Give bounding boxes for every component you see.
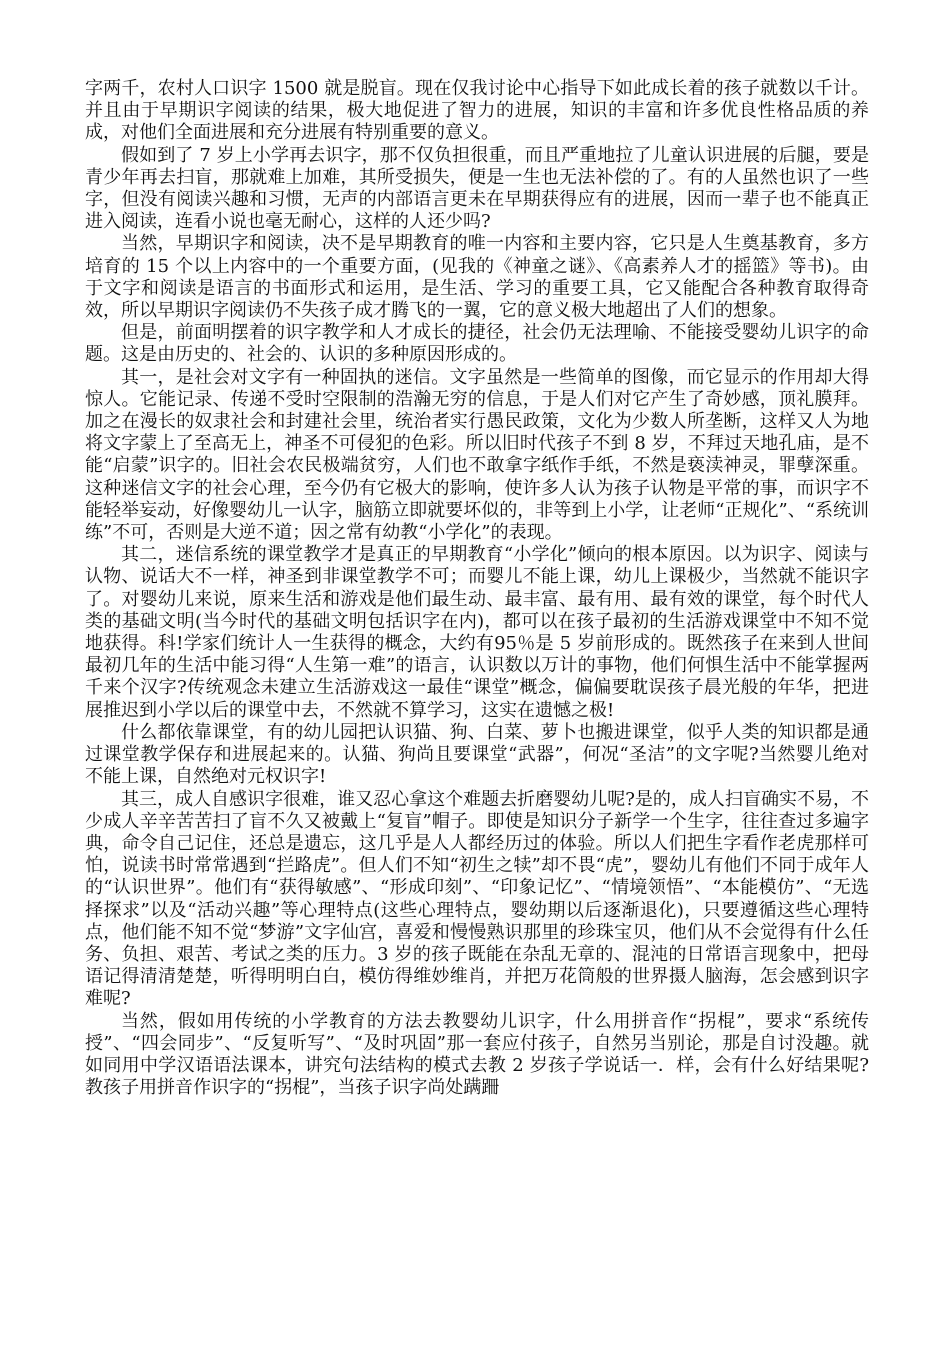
paragraph-7: 什么都依靠课堂，有的幼儿园把认识猫、狗、白菜、萝卜也搬进课堂，似乎人类的知识都是通过课堂教学保存和进展起来的。认猫、狗尚且要课堂“武器”，何况“圣洁”的文字呢?当然婴儿绝对不能上课，自然绝对元权识字!	[85, 721, 869, 788]
paragraph-5: 其一，是社会对文字有一种固执的迷信。文字虽然是一些简单的图像，而它显示的作用却大得惊人。它能记录、传递不受时空限制的浩瀚无穷的信息，于是人们对它产生了奇妙感，顶礼膜拜。加之在漫长的奴隶社会和封建社会里，统治者实行愚民政策，文化为少数人所垄断，这样又人为地将文字蒙上了至高无上，神圣不可侵犯的色彩。所以旧时代孩子不到 8 岁，不拜过天地孔庙，是不能“启蒙”识字的。旧社会农民极端贫穷，人们也不敢拿字纸作手纸，不然是亵渎神灵，罪孽深重。这种迷信文字的社会心理，至今仍有它极大的影响，使许多人认为孩子认物是平常的事，而识字不能轻举妄动，好像婴幼儿一认字，脑筋立即就要坏似的，非等到上小学，让老师“正规化”、“系统训练”不可，否则是大逆不道；因之常有幼教“小学化”的表现。	[85, 366, 869, 544]
paragraph-9: 当然，假如用传统的小学教育的方法去教婴幼儿识字，什么用拼音作“拐棍”，要求“系统传授”、“四会同步”、“反复听写”、“及时巩固”那一套应付孩子，自然另当别论，那是自讨没趣。就如同用中学汉语语法课本，讲究句法结构的模式去教 2 岁孩子学说话一．样，会有什么好结果呢?教孩子用拼音作识字的“拐棍”，当孩子识字尚处蹒跚	[85, 1010, 869, 1099]
paragraph-2: 假如到了 7 岁上小学再去识字，那不仅负担很重，而且严重地拉了儿童认识进展的后腿，要是青少年再去扫盲，那就难上加难，其所受损失，便是一生也无法补偿的了。有的人虽然也识了一些字，但没有阅读兴趣和习惯，无声的内部语言更未在早期获得应有的进展，因而一辈子也不能真正进入阅读，连看小说也毫无耐心，这样的人还少吗?	[85, 144, 869, 233]
document-page	[85, 78, 869, 1099]
paragraph-6: 其二，迷信系统的课堂教学才是真正的早期教育“小学化”倾向的根本原因。以为识字、阅读与认物、说话大不一样，神圣到非课堂教学不可；而婴儿不能上课，幼儿上课极少，当然就不能识字了。对婴幼儿来说，原来生活和游戏是他们最生动、最丰富、最有用、最有效的课堂，每个时代人类的基础文明(当今时代的基础文明包括识字在内)，都可以在孩子最初的生活游戏课堂中不知不觉地获得。科!学家们统计人一生获得的概念，大约有95％是 5 岁前形成的。既然孩子在来到人世间最初几年的生活中能习得“人生第一难”的语言，认识数以万计的事物，他们何惧生活中不能掌握两千来个汉字?传统观念未建立生活游戏这一最佳“课堂”概念，偏偏要耽误孩子晨光般的年华，把进展推迟到小学以后的课堂中去，不然就不算学习，这实在遗憾之极!	[85, 544, 869, 721]
paragraph-1: 字两千，农村人口识字 1500 就是脱盲。现在仅我讨论中心指导下如此成长着的孩子就数以千计。并且由于早期识字阅读的结果，极大地促进了智力的进展，知识的丰富和许多优良性格品质的养成，对他们全面进展和充分进展有特别重要的意义。	[85, 78, 869, 144]
paragraph-4: 但是，前面明摆着的识字教学和人才成长的捷径，社会仍无法理喻、不能接受婴幼儿识字的命题。这是由历史的、社会的、认识的多种原因形成的。	[85, 322, 869, 366]
paragraph-8: 其三，成人自感识字很难，谁又忍心拿这个难题去折磨婴幼儿呢?是的，成人扫盲确实不易，不少成人辛辛苦苦扫了盲不久又被戴上“复盲”帽子。即使是知识分子新学一个生字，往往查过多遍字典，命令自己记住，还总是遗忘，这几乎是人人都经历过的体验。所以人们把生字看作老虎那样可怕，说读书时常常遇到“拦路虎”。但人们不知“初生之犊”却不畏“虎”，婴幼儿有他们不同于成年人的“认识世界”。他们有“获得敏感”、“形成印刻”、“印象记忆”、“情境领悟”、“本能模仿”、“无选择探求”以及“活动兴趣”等心理特点(这些心理特点，婴幼期以后逐渐退化)，只要遵循这些心理特点，他们能不知不觉“梦游”文字仙宫，喜爱和慢慢熟识那里的珍珠宝贝，他们从不会觉得有什么任务、负担、艰苦、考试之类的压力。3 岁的孩子既能在杂乱无章的、混沌的日常语言现象中，把母语记得清清楚楚，听得明明白白，模仿得维妙维肖，并把万花筒般的世界摄人脑海，怎会感到识字难呢?	[85, 788, 869, 1010]
paragraph-3: 当然，早期识字和阅读，决不是早期教育的唯一内容和主要内容，它只是人生奠基教育，多方培育的 15 个以上内容中的一个重要方面，(见我的《神童之谜》、《高素养人才的摇篮》等书)。由于文字和阅读是语言的书面形式和运用，是生活、学习的重要工具，它又能配合各种教育取得奇效，所以早期识字阅读仍不失孩子成才腾飞的一翼，它的意义极大地超出了人们的想象。	[85, 233, 869, 322]
